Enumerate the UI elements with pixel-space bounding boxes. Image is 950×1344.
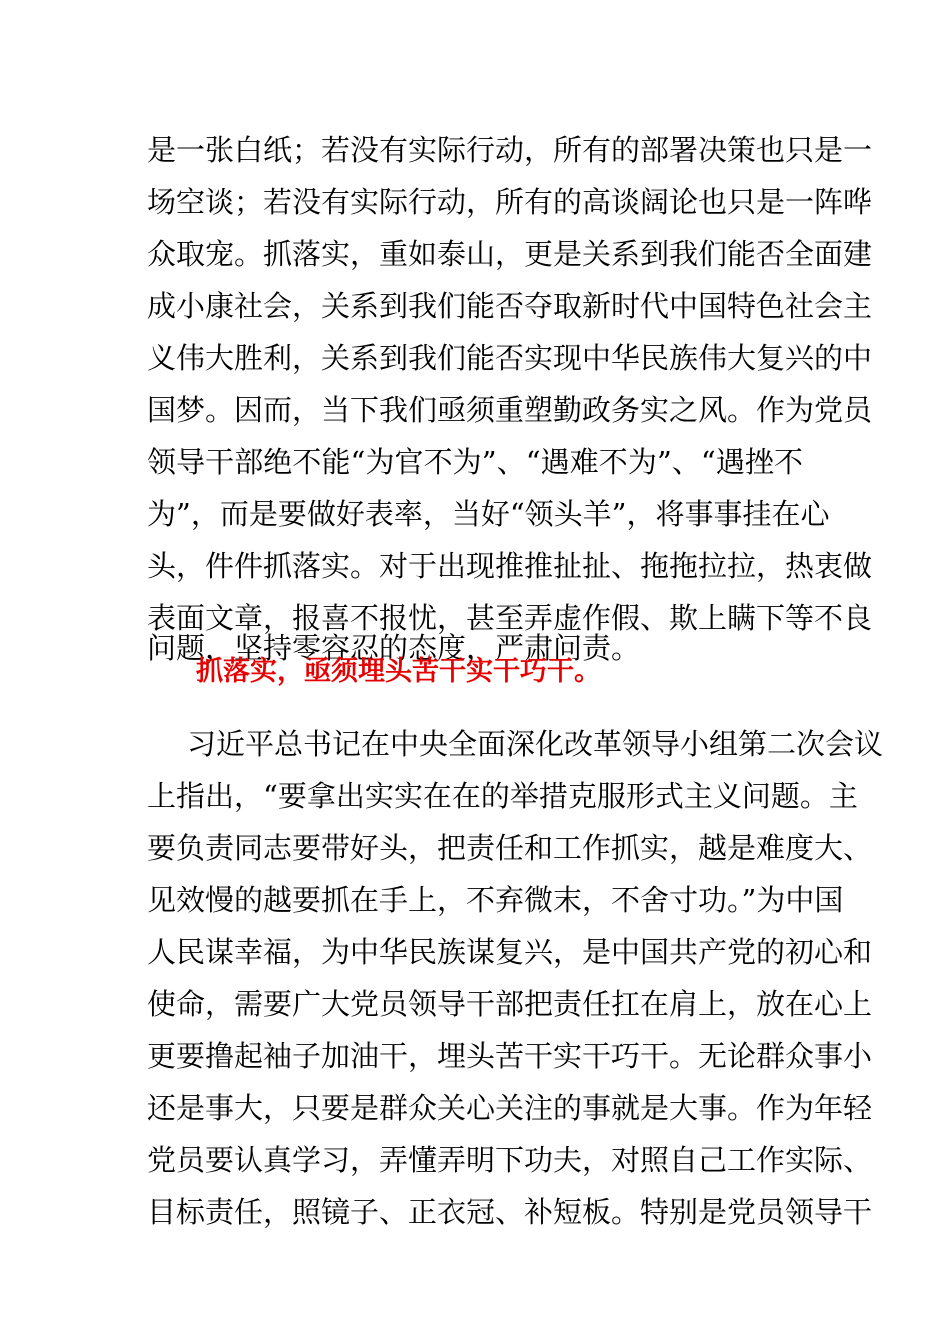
text-line: 国梦。因而，当下我们亟须重塑勤政务实之风。作为党员	[147, 393, 873, 427]
text-line: 目标责任，照镜子、正衣冠、补短板。特别是党员领导干	[147, 1195, 873, 1229]
text-line: 要负责同志要带好头，把责任和工作抓实，越是难度大、	[147, 831, 873, 865]
text-line: 众取宠。抓落实，重如泰山，更是关系到我们能否全面建	[147, 237, 873, 271]
section-heading: 抓落实，亟须埋头苦干实干巧干。	[196, 656, 601, 687]
text-line: 场空谈；若没有实际行动，所有的高谈阔论也只是一阵哗	[147, 185, 873, 219]
text-line: 表面文章，报喜不报忧，甚至弄虚作假、欺上瞒下等不良	[147, 601, 873, 635]
text-line: 更要撸起袖子加油干，埋头苦干实干巧干。无论群众事小	[147, 1039, 873, 1073]
text-line-indented: 习近平总书记在中央全面深化改革领导小组第二次会议	[187, 727, 884, 761]
text-line: 党员要认真学习，弄懂弄明下功夫，对照自己工作实际、	[147, 1143, 873, 1177]
text-line: 领导干部绝不能“为官不为”、“遇难不为”、“遇挫不	[147, 445, 803, 479]
text-line: 人民谋幸福，为中华民族谋复兴，是中国共产党的初心和	[147, 935, 873, 969]
text-line: 见效慢的越要抓在手上，不弃微末，不舍寸功。”为中国	[147, 883, 844, 917]
text-line: 头，件件抓落实。对于出现推推扯扯、拖拖拉拉，热衷做	[147, 549, 873, 583]
text-line: 上指出，“要拿出实实在在的举措克服形式主义问题。主	[147, 779, 858, 813]
text-line: 使命，需要广大党员领导干部把责任扛在肩上，放在心上	[147, 987, 873, 1021]
text-line: 义伟大胜利，关系到我们能否实现中华民族伟大复兴的中	[147, 341, 873, 375]
text-line: 还是事大，只要是群众关心关注的事就是大事。作为年轻	[147, 1091, 873, 1125]
text-line: 为”，而是要做好表率，当好“领头羊”，将事事挂在心	[147, 497, 830, 531]
text-line: 是一张白纸；若没有实际行动，所有的部署决策也只是一	[147, 133, 873, 167]
text-line: 成小康社会，关系到我们能否夺取新时代中国特色社会主	[147, 289, 873, 323]
text-line-last: 问题，坚持零容忍的态度，严肃问责。	[147, 631, 641, 665]
